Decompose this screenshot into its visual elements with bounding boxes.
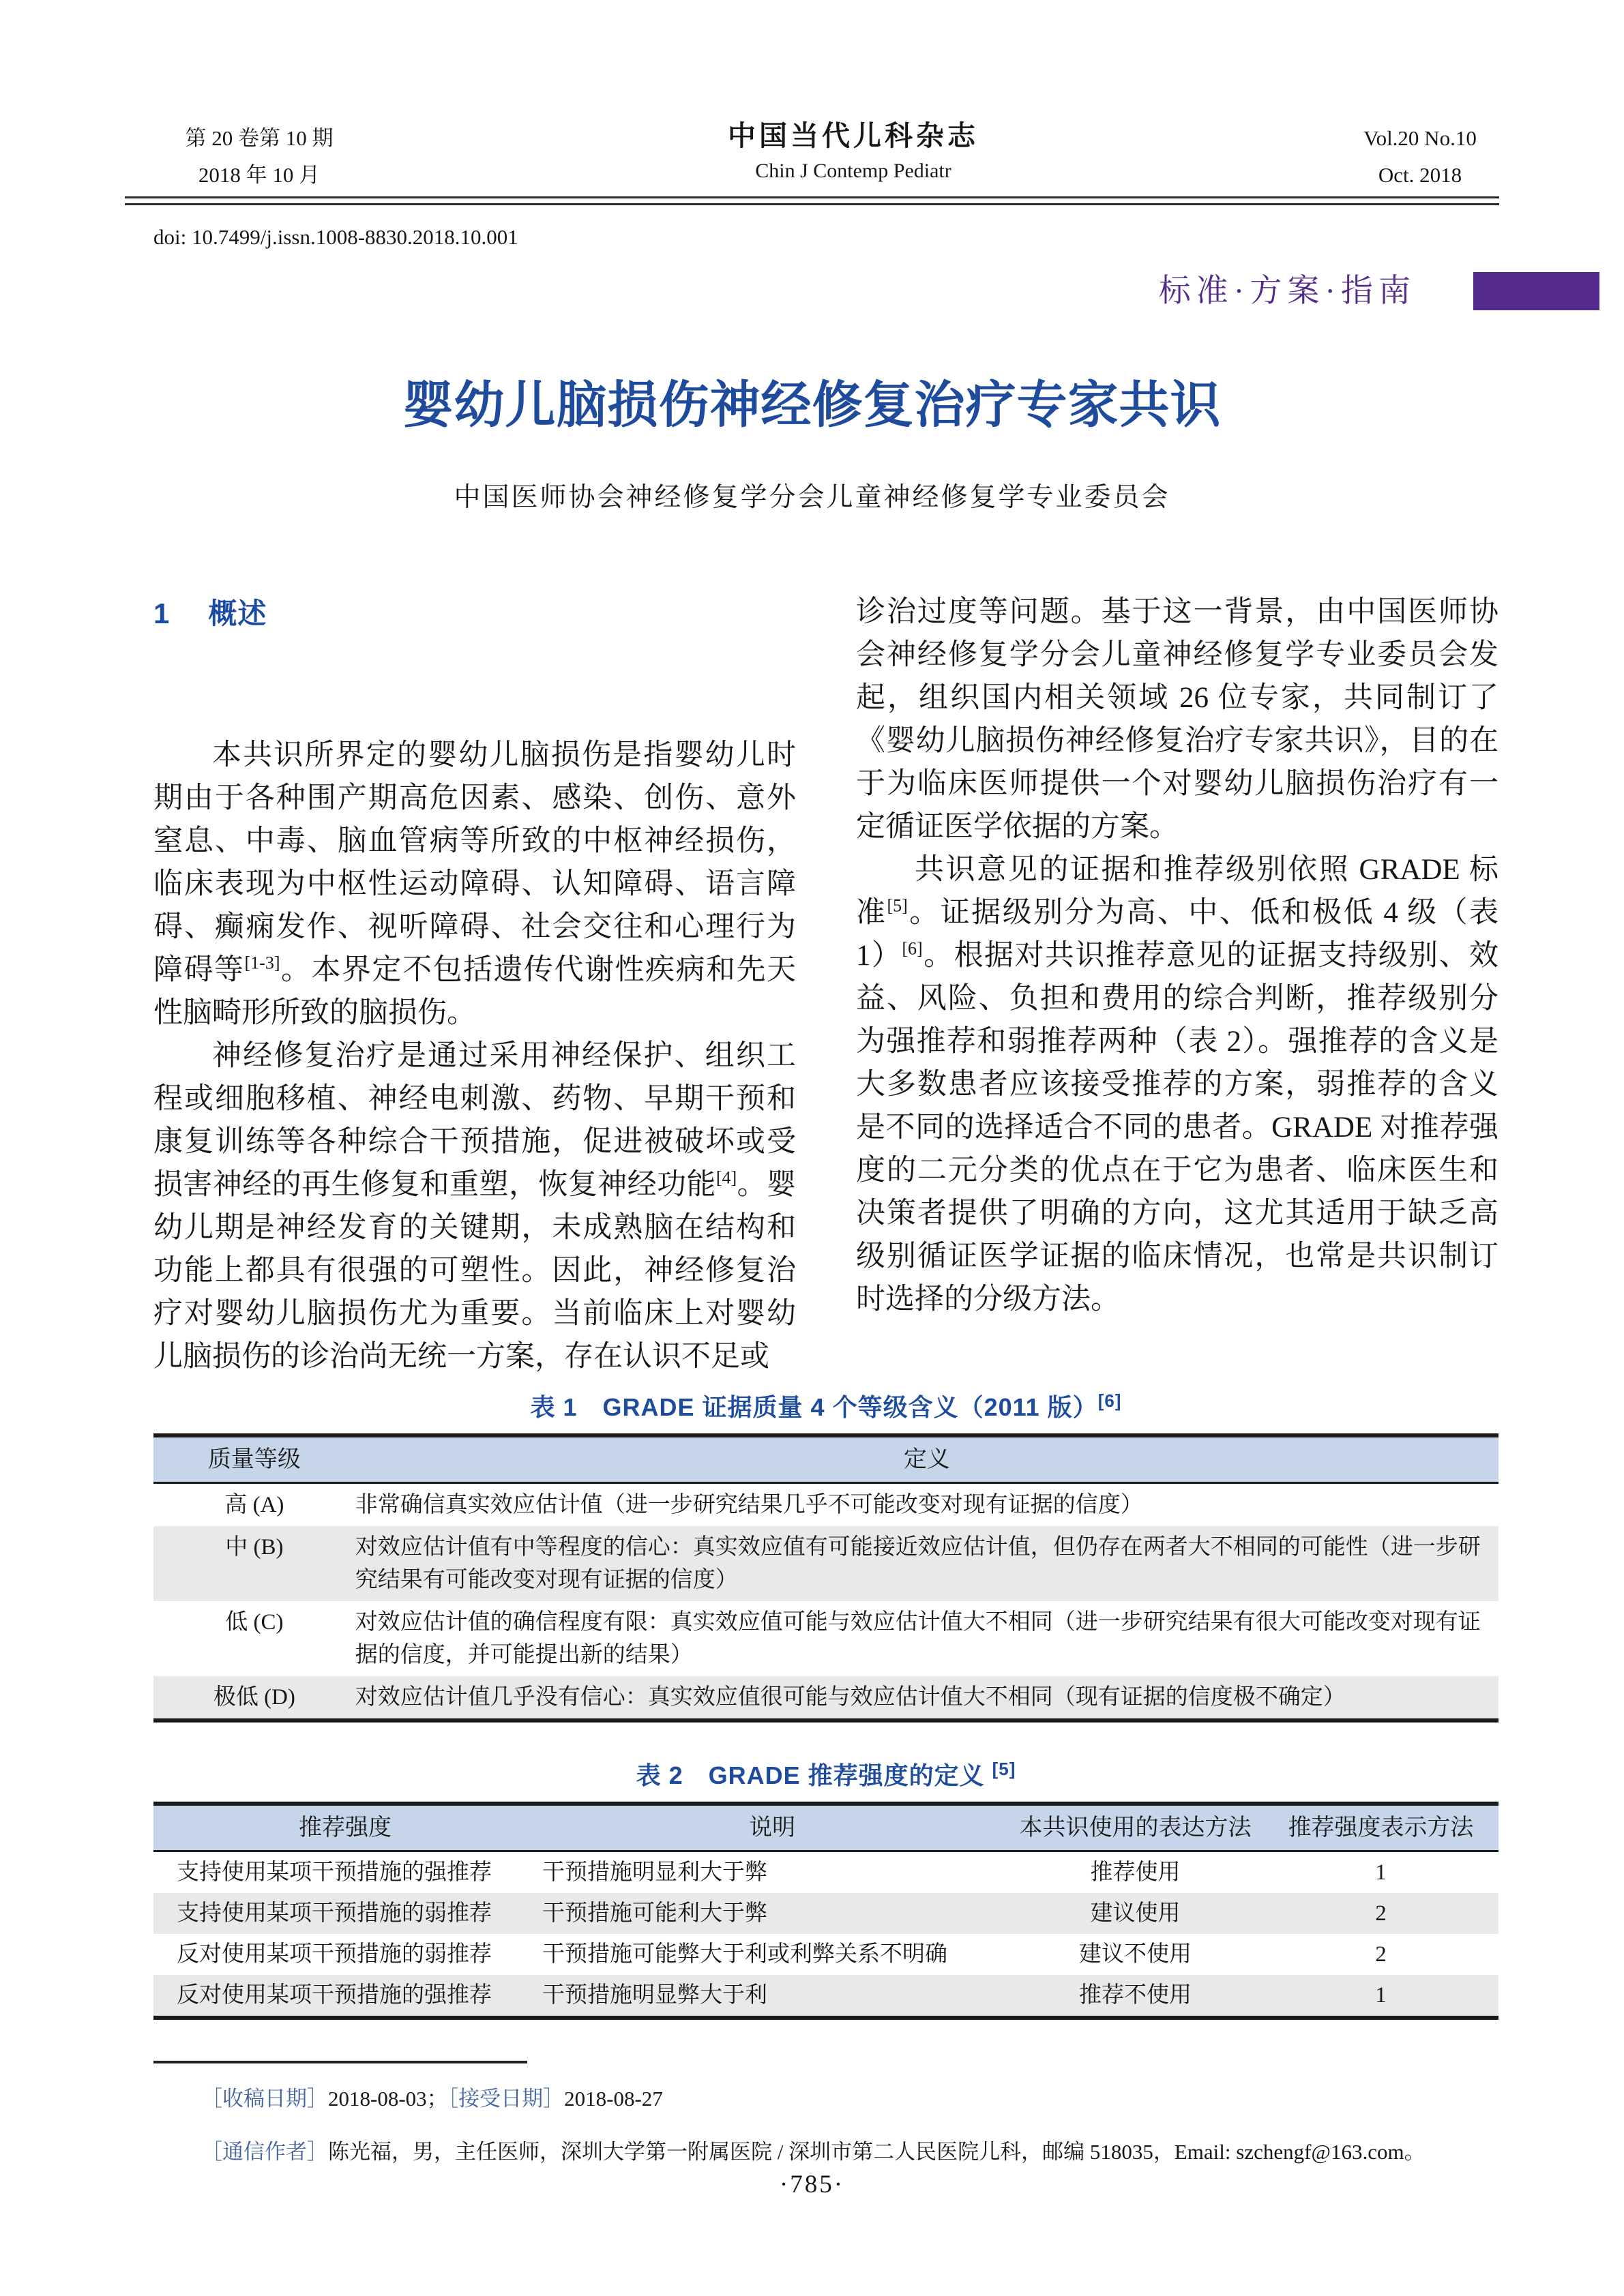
paragraph: 共识意见的证据和推荐级别依照 GRADE 标准[5]。证据级别分为高、中、低和极低 4 级（表 1）[6]。根据对共识推荐意见的证据支持级别、效益、风险、负担和费用的综合判断，推荐级别分为强推荐和弱推荐两种（表 2）。强推荐的含义是大多数患者应该接受推荐的方案，弱推荐的含义是不同的选择适合不同的患者。GRADE 对推荐强度的二元分类的优点在于它为患者、临床医生和决策者提供了明确的方向，这尤其适用于缺乏高级别循证医学证据的临床情况，也常是共识制订时选择的分级方法。	[856, 854, 1499, 1315]
table-row	[153, 1483, 1498, 1527]
definition-cell: 对效应估计值有中等程度的信心：真实效应值有可能接近效应估计值，但仍存在两者大不相同的可能性（进一步研究结果有可能改变对现有证据的信度）	[355, 1535, 1481, 1592]
column-header: 说明	[749, 1815, 796, 1840]
grade-level-cell: 低 (C)	[225, 1610, 284, 1635]
body-columns	[153, 591, 1498, 1378]
paragraph: 神经修复治疗是通过采用神经保护、组织工程或细胞移植、神经电刺激、药物、早期干预和康复训练等各种综合干预措施，促进被破坏或受损害神经的再生修复和重塑，恢复神经功能[4]。婴幼儿期是神经发育的关键期，未成熟脑在结构和功能上都具有很强的可塑性。因此，神经修复治疗对婴幼儿脑损伤尤为重要。当前临床上对婴幼儿脑损伤的诊治尚无统一方案，存在认识不足或	[153, 1040, 797, 1373]
paragraph: 本共识所界定的婴幼儿脑损伤是指婴幼儿时期由于各种围产期高危因素、感染、创伤、意外窒息、中毒、脑血管病等所致的中枢神经损伤，临床表现为中枢性运动障碍、认知障碍、语言障碍、癫痫发作、视听障碍、社会交往和心理行为障碍等[1-3]。本界定不包括遗传代谢性疾病和先天性脑畸形所致的脑损伤。	[153, 739, 797, 1029]
section-heading	[153, 596, 796, 631]
article-author: 中国医师协会神经修复学分会儿童神经修复学专业委员会	[454, 483, 1170, 512]
column-header: 质量等级	[207, 1447, 301, 1472]
grade-level-cell: 中 (B)	[225, 1535, 284, 1560]
definition-cell: 非常确信真实效应估计值（进一步研究结果几乎不可能改变对现有证据的信度）	[355, 1493, 1143, 1517]
table-row	[153, 1975, 1498, 2018]
table2-header	[153, 1804, 1498, 1851]
notation-cell: 1	[1375, 1983, 1387, 2008]
table2-section	[153, 1761, 1498, 2020]
table2-title: 表 2 GRADE 推荐强度的定义 [5]	[636, 1759, 1016, 1789]
volume-issue-en: Vol.20 No.10	[1363, 126, 1477, 150]
category-label: 标准·方案·指南	[1158, 273, 1416, 309]
expression-cell: 建议使用	[1090, 1901, 1181, 1926]
page-number: ·785·	[779, 2171, 845, 2198]
table2	[153, 1802, 1498, 2020]
expression-cell: 推荐使用	[1090, 1860, 1181, 1885]
definition-cell: 对效应估计值几乎没有信心：真实效应值很可能与效应估计值大不相同（现有证据的信度极不确定）	[355, 1685, 1346, 1710]
notation-cell: 2	[1375, 1901, 1387, 1926]
strength-cell: 支持使用某项干预措施的弱推荐	[177, 1901, 492, 1926]
expression-cell: 建议不使用	[1079, 1942, 1192, 1967]
grade-level-cell: 极低 (D)	[213, 1685, 295, 1710]
category-color-block	[1473, 272, 1599, 310]
article-title: 婴幼儿脑损伤神经修复治疗专家共识	[402, 378, 1222, 434]
section-title: 概述	[208, 597, 267, 629]
journal-name-en: Chin J Contemp Pediatr	[755, 160, 951, 182]
table1	[153, 1433, 1498, 1723]
column-header: 推荐强度	[299, 1815, 392, 1840]
explanation-cell: 干预措施可能弊大于利或利弊关系不明确	[542, 1942, 948, 1967]
journal-header	[153, 120, 1498, 194]
table-row	[153, 1526, 1498, 1601]
paragraph: 诊治过度等问题。基于这一背景，由中国医师协会神经修复学分会儿童神经修复学专业委员会发起，组织国内相关领域 26 位专家，共同制订了《婴幼儿脑损伤神经修复治疗专家共识》，目的在于为临床医师提供一个对婴幼儿脑损伤治疗有一定循证医学依据的方案。	[856, 596, 1498, 843]
table1-title: 表 1 GRADE 证据质量 4 个等级含义（2011 版）[6]	[530, 1390, 1122, 1421]
volume-issue-cn: 第 20 卷第 10 期	[185, 126, 334, 150]
header-divider	[125, 196, 1499, 205]
received-dates-line: ［收稿日期］2018-08-03；［接受日期］2018-08-27	[201, 2087, 663, 2111]
table-header-row	[153, 1435, 1498, 1483]
table1-section	[153, 1392, 1498, 1723]
table-row	[153, 1601, 1498, 1676]
definition-cell: 对效应估计值的确信程度有限：真实效应值可能与效应估计值大不相同（进一步研究结果有很大可能改变对现有证据的信度，并可能提出新的结果）	[355, 1610, 1481, 1667]
column-header: 定义	[903, 1447, 950, 1472]
section-number: 1	[153, 597, 171, 629]
footnote-divider	[153, 2061, 527, 2063]
table1-header	[153, 1435, 1498, 1483]
strength-cell: 反对使用某项干预措施的弱推荐	[177, 1942, 492, 1967]
table-row	[153, 1934, 1498, 1975]
column-header: 推荐强度表示方法	[1288, 1815, 1474, 1840]
strength-cell: 反对使用某项干预措施的强推荐	[177, 1983, 492, 2008]
notation-cell: 2	[1375, 1942, 1387, 1967]
table-row	[153, 1676, 1498, 1720]
category-banner	[1159, 271, 1599, 311]
left-column	[153, 591, 796, 1378]
expression-cell: 推荐不使用	[1079, 1983, 1192, 2008]
footnote-block	[153, 2061, 1498, 2170]
corresponding-author-line: ［通信作者］陈光福，男，主任医师，深圳大学第一附属医院 / 深圳市第二人民医院儿科，邮编 518035，Email: szchengf@163.com。	[201, 2140, 1426, 2164]
explanation-cell: 干预措施明显弊大于利	[542, 1983, 768, 2008]
issue-info	[153, 120, 365, 194]
table-row	[153, 1893, 1498, 1934]
column-header: 本共识使用的表达方法	[1019, 1815, 1252, 1840]
right-column	[856, 591, 1498, 1378]
explanation-cell: 干预措施明显利大于弊	[542, 1860, 768, 1885]
table-row	[153, 1851, 1498, 1894]
issue-date-en: Oct. 2018	[1378, 163, 1462, 187]
grade-level-cell: 高 (A)	[224, 1493, 284, 1517]
journal-name-block	[365, 120, 1342, 183]
table-header-row	[153, 1804, 1498, 1851]
volume-info-en	[1342, 120, 1498, 194]
issue-date-cn: 2018 年 10 月	[198, 163, 321, 187]
explanation-cell: 干预措施可能利大于弊	[542, 1901, 768, 1926]
notation-cell: 1	[1375, 1860, 1387, 1885]
journal-name-cn: 中国当代儿科杂志	[728, 120, 979, 151]
strength-cell: 支持使用某项干预措施的强推荐	[177, 1860, 492, 1885]
doi-line: doi: 10.7499/j.issn.1008-8830.2018.10.001	[153, 225, 518, 249]
